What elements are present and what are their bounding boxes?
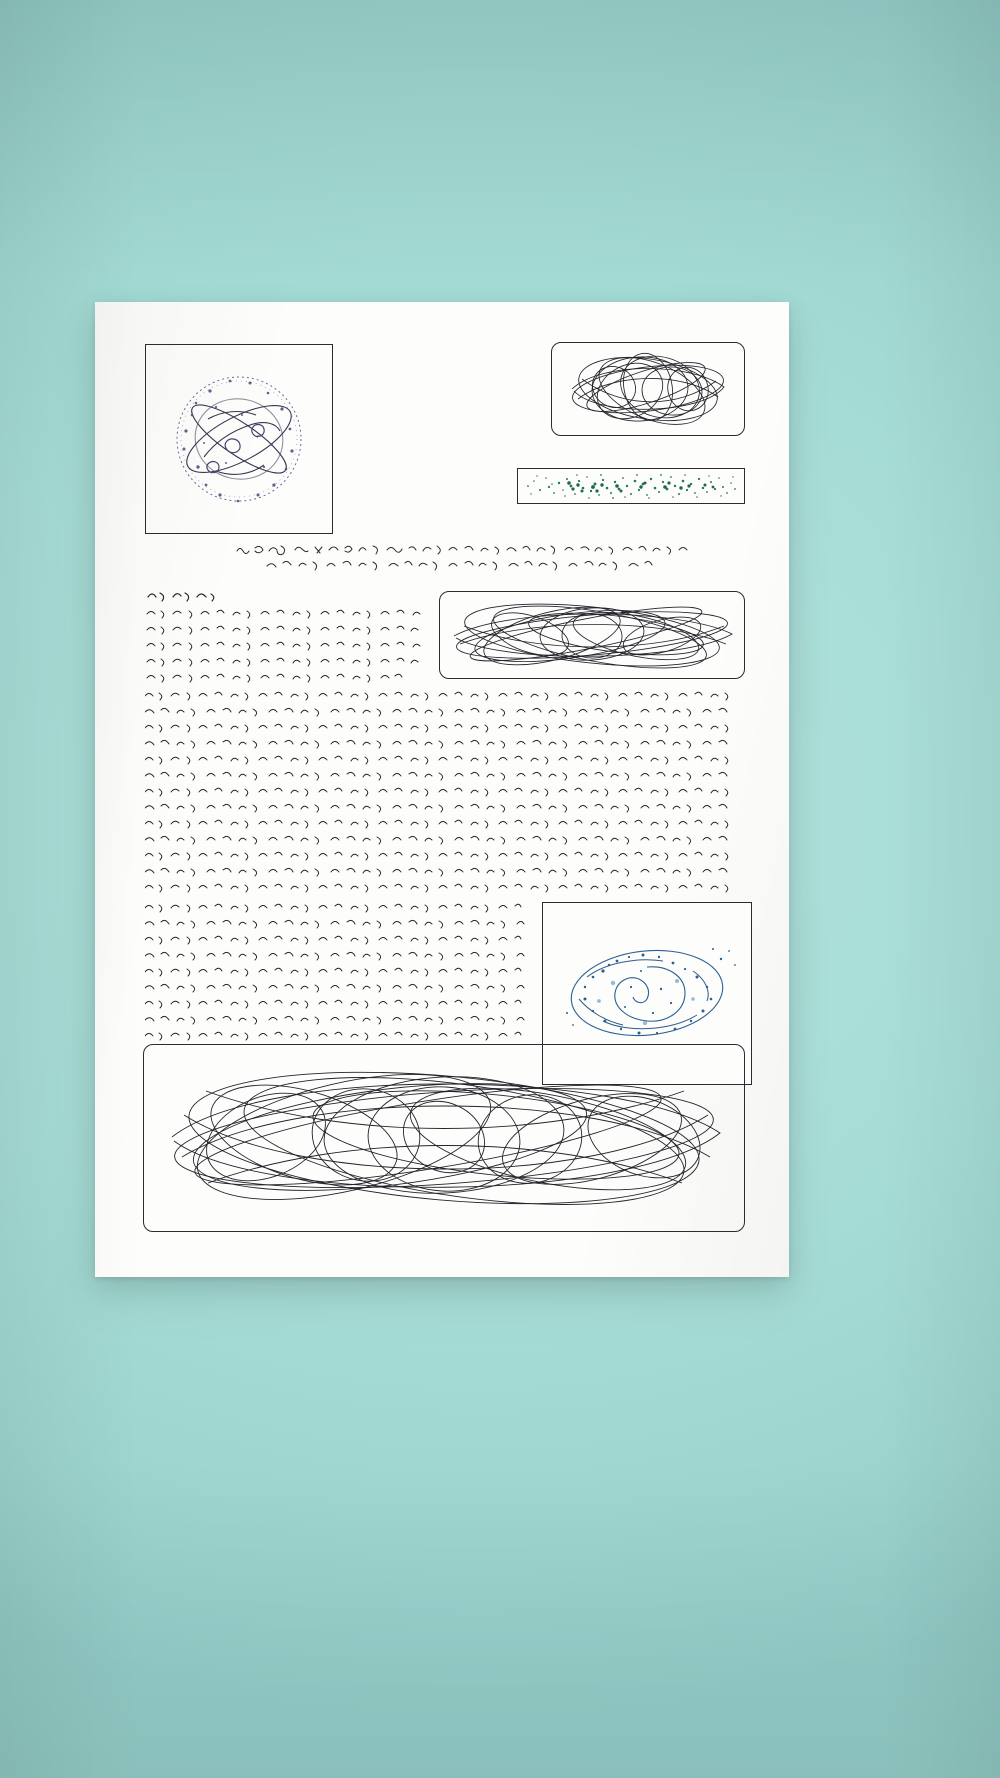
scribble-loop-panel xyxy=(551,342,745,436)
green-stipple-strip-drawing xyxy=(518,469,744,503)
circular-purple-sketch xyxy=(145,344,333,534)
body-text-left-column xyxy=(145,606,437,688)
scribble-ellipse-panel-drawing xyxy=(440,592,744,678)
section-heading xyxy=(145,588,225,602)
figure-caption-glyphs xyxy=(231,540,701,572)
scribble-ellipse-panel xyxy=(439,591,745,679)
body-text-wrapped-around-figure xyxy=(145,902,537,1050)
section-heading-glyphs xyxy=(145,588,225,602)
scribble-loop-panel-drawing xyxy=(552,343,744,435)
large-scribble-panel xyxy=(143,1044,745,1232)
body-text-left-column-glyphs xyxy=(145,606,437,688)
green-stipple-strip xyxy=(517,468,745,504)
paper-sheet xyxy=(95,302,789,1277)
large-scribble-panel-drawing xyxy=(144,1045,744,1231)
body-text-main-glyphs xyxy=(145,690,747,902)
figure-caption xyxy=(231,540,701,572)
body-text-main xyxy=(145,690,747,902)
body-text-wrapped-glyphs xyxy=(145,902,537,1050)
circular-purple-sketch-drawing xyxy=(146,345,332,533)
